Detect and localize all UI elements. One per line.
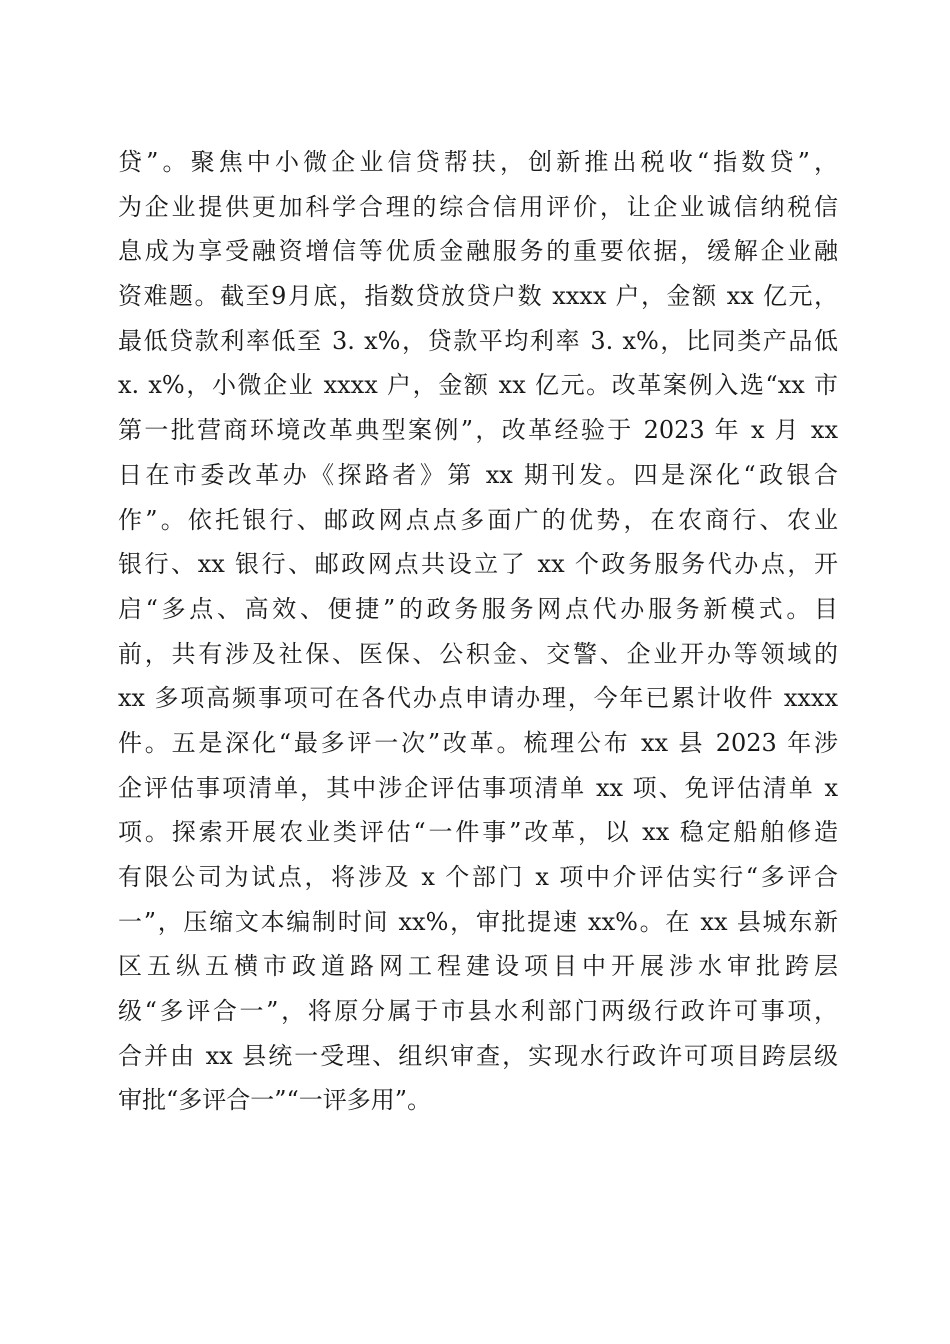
text-line: 第一批营商环境改革典型案例”，改革经验于 2023 年 x 月 xx (118, 416, 838, 445)
text-line: xx 多项高频事项可在各代办点申请办理，今年已累计收件 xxxx (118, 684, 838, 713)
text-line: 作”。依托银行、邮政网点点多面广的优势，在农商行、农业 (118, 505, 838, 534)
text-line: 级“多评合一”，将原分属于市县水利部门两级行政许可事项， (118, 997, 838, 1026)
text-line: 最低贷款利率低至 3. x%，贷款平均利率 3. x%，比同类产品低 (118, 326, 838, 355)
text-line: 项。探索开展农业类评估“一件事”改革，以 xx 稳定船舶修造 (118, 818, 838, 847)
text-line: 启“多点、高效、便捷”的政务服务网点代办服务新模式。目 (118, 594, 838, 623)
body-paragraph (118, 140, 838, 1123)
text-line: 件。五是深化“最多评一次”改革。梳理公布 xx 县 2023 年涉 (118, 728, 838, 757)
text-line: 息成为享受融资增信等优质金融服务的重要依据，缓解企业融 (118, 237, 838, 266)
text-line: 银行、xx 银行、邮政网点共设立了 xx 个政务服务代办点，开 (118, 550, 838, 579)
text-line: 有限公司为试点，将涉及 x 个部门 x 项中介评估实行“多评合 (118, 863, 838, 891)
text-line: 企评估事项清单，其中涉企评估事项清单 xx 项、免评估清单 x (118, 773, 838, 802)
text-line: 贷”。聚焦中小微企业信贷帮扶，创新推出税收“指数贷”， (118, 148, 838, 176)
text-line: 前，共有涉及社保、医保、公积金、交警、企业开办等领域的 (118, 639, 838, 668)
text-line: 一”，压缩文本编制时间 xx%，审批提速 xx%。在 xx 县城东新 (118, 907, 838, 936)
text-line: 合并由 xx 县统一受理、组织审查，实现水行政许可项目跨层级 (118, 1041, 838, 1070)
text-line: 为企业提供更加科学合理的综合信用评价，让企业诚信纳税信 (118, 192, 838, 221)
text-line: 日在市委改革办《探路者》第 xx 期刊发。四是深化“政银合 (118, 460, 838, 489)
text-line: x. x%，小微企业 xxxx 户，金额 xx 亿元。改革案例入选“xx 市 (118, 371, 838, 400)
text-line-last: 审批“多评合一”“一评多用”。 (118, 1086, 432, 1115)
text-line: 资难题。截至9月底，指数贷放贷户数 xxxx 户，金额 xx 亿元， (118, 282, 838, 311)
text-line: 区五纵五横市政道路网工程建设项目中开展涉水审批跨层 (118, 952, 838, 981)
